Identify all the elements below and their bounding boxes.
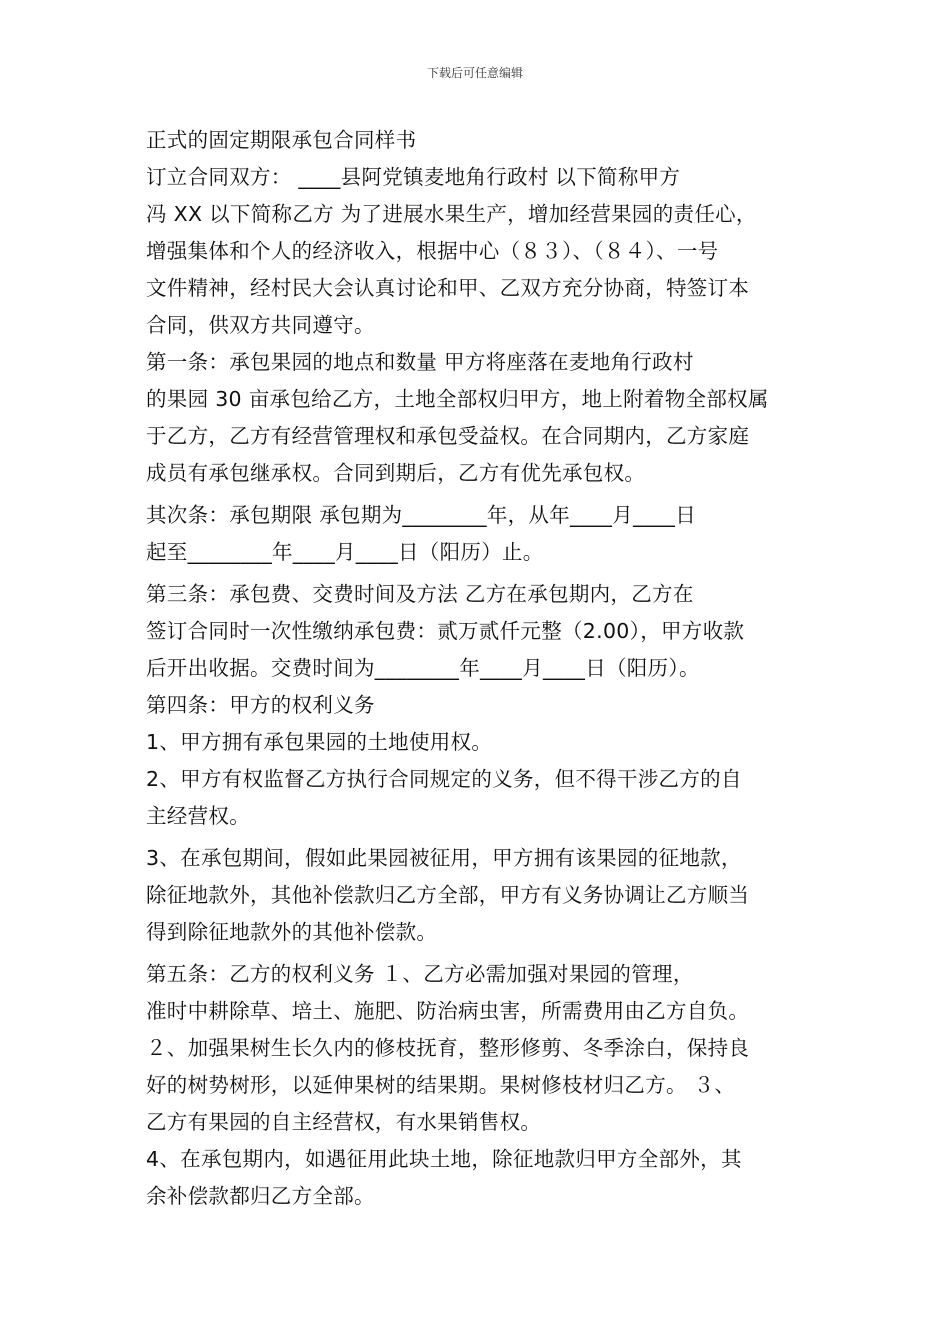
doc-line: 4、在承包期内，如遇征用此块土地，除征地款归甲方全部外，其: [146, 1147, 742, 1171]
doc-line: 第三条：承包费、交费时间及方法 乙方在承包期内，乙方在: [146, 582, 694, 606]
doc-line: 起至________年____月____日（阳历）止。: [146, 540, 544, 564]
doc-line: 第五条：乙方的权利义务 １、乙方必需加强对果园的管理，: [146, 962, 694, 986]
doc-line: 后开出收据。交费时间为________年____月____日（阳历）。: [146, 656, 700, 680]
doc-line: 于乙方，乙方有经营管理权和承包受益权。在合同期内，乙方家庭: [146, 424, 750, 448]
doc-title: 正式的固定期限承包合同样书: [146, 128, 417, 152]
doc-line: 乙方有果园的自主经营权，有水果销售权。: [146, 1110, 542, 1134]
doc-line: 文件精神，经村民大会认真讨论和甲、乙双方充分协商，特签订本: [146, 276, 750, 300]
doc-line: 3、在承包期间，假如此果园被征用，甲方拥有该果园的征地款，: [146, 846, 742, 870]
doc-line: 余补偿款都归乙方全部。: [146, 1184, 375, 1208]
doc-line: 准时中耕除草、培土、施肥、防治病虫害，所需费用由乙方自负。: [146, 999, 750, 1023]
doc-line: 订立合同双方： ____县阿党镇麦地角行政村 以下简称甲方: [146, 165, 681, 189]
doc-line: 好的树势树形，以延伸果树的结果期。果树修枝材归乙方。 ３、: [146, 1073, 736, 1097]
document-body: [146, 122, 814, 1215]
doc-line: 冯 XX 以下简称乙方 为了进展水果生产，增加经营果园的责任心，: [146, 202, 757, 226]
doc-line: 的果园 30 亩承包给乙方，土地全部权归甲方，地上附着物全部权属: [146, 387, 769, 411]
doc-line: 合同，供双方共同遵守。: [146, 313, 375, 337]
page-header: 下载后可任意编辑: [426, 66, 523, 80]
doc-line: 成员有承包继承权。合同到期后，乙方有优先承包权。: [146, 461, 646, 485]
doc-line: 除征地款外，其他补偿款归乙方全部，甲方有义务协调让乙方顺当: [146, 883, 750, 907]
doc-line: 1、甲方拥有承包果园的土地使用权。: [146, 730, 493, 754]
doc-line: 签订合同时一次性缴纳承包费：贰万贰仟元整（2.00），甲方收款: [146, 619, 745, 643]
doc-line: 其次条：承包期限 承包期为________年，从年____月____日: [146, 503, 697, 527]
doc-line: 2、甲方有权监督乙方执行合同规定的义务，但不得干涉乙方的自: [146, 767, 742, 791]
doc-line: 增强集体和个人的经济收入，根据中心（８３）、（８４）、一号: [146, 239, 719, 263]
doc-line: 第四条：甲方的权利义务: [146, 693, 375, 717]
doc-line: ２、加强果树生长久内的修枝抚育，整形修剪、冬季涂白，保持良: [146, 1036, 750, 1060]
doc-line: 得到除征地款外的其他补偿款。: [146, 920, 438, 944]
doc-line: 主经营权。: [146, 804, 250, 828]
doc-line: 第一条：承包果园的地点和数量 甲方将座落在麦地角行政村: [146, 350, 694, 374]
